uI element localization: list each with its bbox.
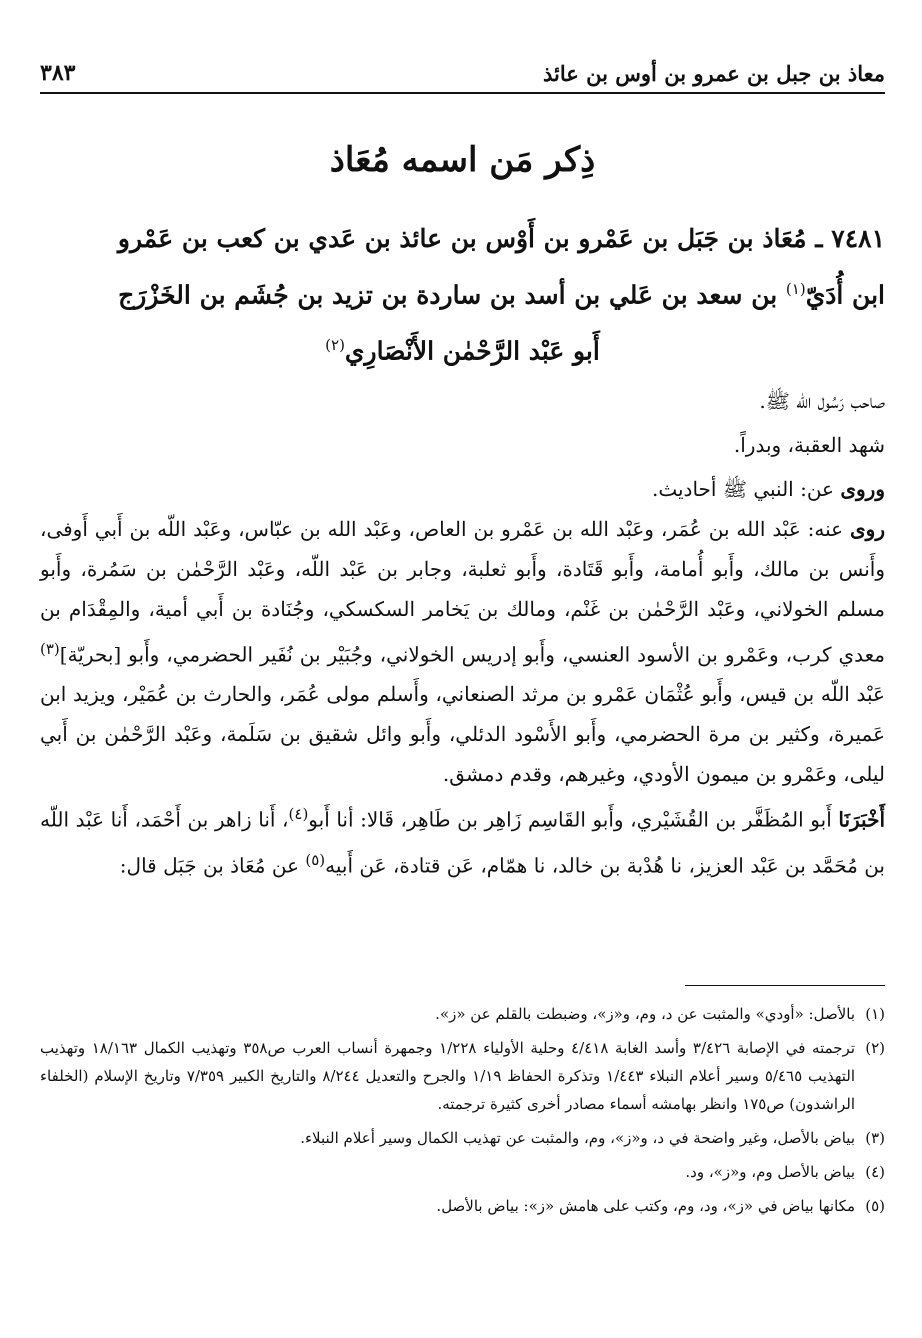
footnote-text: بياض بالأصل، وغير واضحة في د، و«ز»، وم، والمثبت عن تهذيب الكمال وسير أعلام النبلاء. bbox=[300, 1129, 855, 1147]
narrators-text-2: عَبْد اللّه بن قيس، وأَبو عُثْمَان عَمْرو بن مرثد الصنعاني، وأَسلم مولى عُمَر، والحارث بن عُمَيْر، ويزيد ابن عَميرة، وكثير بن مرة الحضرمي، وأَبو الأَسْود الدئلي، وأَبو وائل شقيق بن سَلَمة، وعَبْد الرَّحْمٰن بن أَبي ليلى، وعَمْرو بن ميمون الأودي، وغيرهم، وقدم دمشق. bbox=[40, 682, 885, 787]
narrated-from-label: وروى bbox=[840, 476, 885, 501]
section-title: ذِكر مَن اسمه مُعَاذ bbox=[329, 140, 596, 180]
footnote-text: مكانها بياض في «ز»، ود، وم، وكتب على هامش «ز»: بياض بالأصل. bbox=[436, 1197, 855, 1215]
footnote-text: بالأصل: «أودي» والمثبت عن د، وم، و«ز»، وضبطت بالقلم عن «ز». bbox=[435, 1005, 855, 1023]
isnad-text-2: ، أَنا زاهر بن أَحْمَد، أَنا عَبْد اللّه بن مُحَمَّد بن عَبْد العزيز، نا هُدْبة بن خالد، نا همّام، عَن قتادة، عَن أَبيه bbox=[40, 807, 885, 878]
running-head-title: معاذ بن جبل بن عمرو بن أوس بن عائذ bbox=[543, 61, 885, 86]
companion-line: صاحب رَسُول الله ﷺ. bbox=[759, 388, 885, 413]
footnote-text: بياض بالأصل وم، و«ز»، ود. bbox=[685, 1163, 855, 1181]
isnad-text-1: أَبو المُظَفَّر بن القُشَيْري، وأَبو القَاسِم زَاهِر بن طَاهِر، قَالا: أنا أَبو bbox=[308, 807, 832, 832]
isnad-paragraph bbox=[40, 794, 885, 885]
isnad-text-3: عن مُعَاذ بن جَبَل قال: bbox=[119, 853, 300, 878]
isnad-label: أَخْبَرَنَا bbox=[838, 807, 886, 832]
footnote-ref-2[interactable]: (٢) bbox=[325, 336, 345, 355]
narrators-paragraph bbox=[40, 509, 885, 795]
footnote-number: (١) bbox=[865, 1005, 885, 1023]
running-head bbox=[40, 50, 885, 94]
narrators-label: روى bbox=[850, 516, 885, 541]
page-number: ٣٨٣ bbox=[40, 60, 76, 86]
narrated-from-text: عن: النبي ﷺ أحاديث. bbox=[651, 476, 834, 501]
footnote bbox=[40, 1158, 885, 1186]
footnotes bbox=[40, 985, 885, 1226]
footnote-number: (٣) bbox=[865, 1129, 885, 1147]
narrators-text: عنه: عَبْد الله بن عُمَر، وعَبْد الله بن عَمْرو بن العاص، وعَبْد الله بن عبّاس، وعَبْد اللّه بن أَبي أَوفى، وأَنس بن مالك، وأَبو أُمامة، وأَبو قَتَادة، وأَبو ثعلبة، وجابر بن عَبْد اللّه، وعَبْد الرَّحْمٰن بن سَمُرة، وأَبو مسلم الخولاني، وعَبْد الرَّحْمٰن بن غَنْم، ومالك بن يَخامر السكسكي، وجُنَادة بن أَبي أمية، والمِقْدَام بن معدي كرب، وعَمْرو بن الأسود العنسي، وأَبو إدريس الخولاني، وجُبَيْر بن نُفَير الحضرمي، وأَبو [بحريّة] bbox=[40, 516, 885, 667]
footnote bbox=[40, 1192, 885, 1220]
heading-lineage: بن سعد بن عَلي بن أسد بن ساردة بن تزيد بن جُشَم بن الخَزْرَج bbox=[118, 280, 778, 310]
footnote bbox=[40, 1124, 885, 1152]
footnote-number: (٢) bbox=[865, 1039, 885, 1057]
footnote-ref-5[interactable]: (٥) bbox=[305, 850, 326, 869]
book-page bbox=[40, 50, 885, 1320]
footnote bbox=[40, 1034, 885, 1118]
footnote-ref-1[interactable]: (١) bbox=[785, 280, 806, 298]
entry-heading bbox=[40, 214, 885, 377]
entry-heading-line-2 bbox=[40, 264, 885, 320]
footnote-number: (٤) bbox=[865, 1163, 885, 1181]
footnote-text: ترجمته في الإصابة ٣/٤٢٦ وأسد الغابة ٤/٤١٨ وحلية الأولياء ١/٢٢٨ وجمهرة أنساب العرب ص٣٥٨ وتهذيب الكمال ١٨/١٦٣ وتهذيب التهذيب ٥/٤٦٥ وسير أعلام النبلاء ١/٤٤٣ وتذكرة الحفاظ ١/١٩ والجرح والتعديل ٨/٢٤٤ والتاريخ الكبير ٧/٣٥٩ وتاريخ الإسلام (الخلفاء الراشدون) ص١٧٥ وانظر بهامشه أسماء مصادر أخرى كثيرة ترجمته. bbox=[40, 1039, 855, 1113]
entry-heading-line-1: ٧٤٨١ ـ مُعَاذ بن جَبَل بن عَمْرو بن أَوْس بن عائذ بن عَدي بن كعب بن عَمْرو bbox=[117, 224, 885, 253]
entry-heading-line-3 bbox=[40, 320, 885, 376]
witnessed-line: شهد العقبة، وبدراً. bbox=[733, 432, 885, 457]
heading-name-part: ابن أُدَيّ bbox=[805, 280, 885, 310]
footnote-ref-4[interactable]: (٤) bbox=[288, 805, 309, 824]
narrated-from-line bbox=[40, 469, 885, 509]
heading-kunya: أَبو عَبْد الرَّحْمٰن الأَنْصَارِي bbox=[344, 336, 600, 366]
footnote bbox=[40, 1000, 885, 1028]
footnote-separator bbox=[685, 985, 885, 986]
footnote-number: (٥) bbox=[865, 1197, 885, 1215]
footnote-ref-3[interactable]: (٣) bbox=[40, 639, 60, 658]
